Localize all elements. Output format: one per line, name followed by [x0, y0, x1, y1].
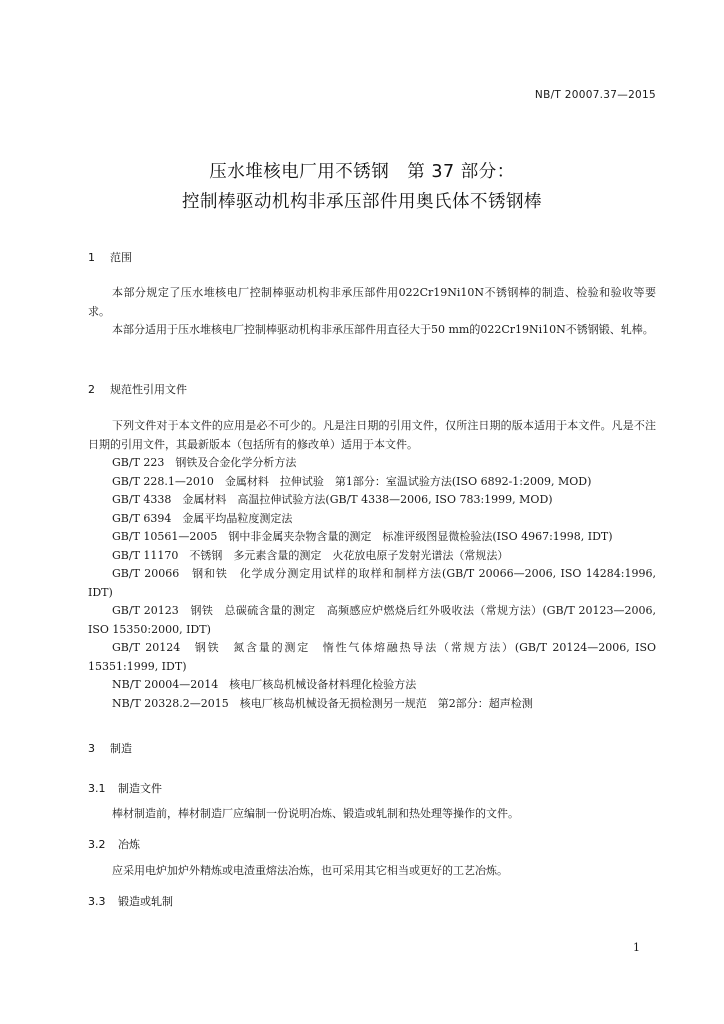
section-number: 1 — [88, 251, 95, 264]
reference-item: GB/T 20123 钢铁 总碳硫含量的测定 高频感应炉燃烧后红外吸收法（常规方法）(GB/T 20123—2006, ISO 15350:2000, IDT) — [88, 604, 656, 636]
section-1-heading — [88, 249, 132, 265]
subsection-3-3-heading — [88, 893, 173, 909]
subsection-3-1-text: 棒材制造前，棒材制造厂应编制一份说明冶炼、锻造或轧制和热处理等操作的文件。 — [112, 807, 519, 820]
section-number: 3 — [88, 742, 95, 755]
subsection-3-1-heading — [88, 780, 162, 796]
section-1-paragraph-1: 本部分规定了压水堆核电厂控制棒驱动机构非承压部件用022Cr19Ni10N不锈钢棒的制造、检验和验收等要求。 — [88, 286, 656, 318]
section-title: 范围 — [110, 251, 132, 264]
section-2-heading — [88, 381, 187, 397]
reference-item: GB/T 11170 不锈钢 多元素含量的测定 火花放电原子发射光谱法（常规法） — [112, 548, 509, 562]
reference-item: GB/T 223 钢铁及合金化学分析方法 — [112, 456, 297, 469]
section-1-paragraph-2: 本部分适用于压水堆核电厂控制棒驱动机构非承压部件用直径大于50 mm的022Cr19Ni10N不锈钢锻、轧棒。 — [112, 323, 654, 336]
reference-item: NB/T 20328.2—2015 核电厂核岛机械设备无损检测另一规范 第2部分：超声检测 — [112, 696, 533, 710]
reference-item: GB/T 20066 钢和铁 化学成分测定用试样的取样和制样方法(GB/T 20066—2006, ISO 14284:1996, IDT) — [88, 567, 656, 599]
section-2-intro: 下列文件对于本文件的应用是必不可少的。凡是注日期的引用文件，仅所注日期的版本适用于本文件。凡是不注日期的引用文件，其最新版本（包括所有的修改单）适用于本文件。 — [88, 419, 656, 451]
subsection-number: 3.2 — [88, 838, 106, 851]
section-title: 规范性引用文件 — [110, 383, 187, 396]
doc-title-line2: 控制棒驱动机构非承压部件用奥氏体不锈钢棒 — [182, 192, 542, 212]
reference-item: GB/T 228.1—2010 金属材料 拉伸试验 第1部分：室温试验方法(ISO 6892-1:2009, MOD) — [112, 474, 592, 488]
doc-title-line1: 压水堆核电厂用不锈钢 第 37 部分： — [209, 162, 515, 182]
reference-list — [88, 454, 656, 713]
subsection-title: 冶炼 — [118, 838, 140, 851]
subsection-3-2-text: 应采用电炉加炉外精炼或电渣重熔法冶炼，也可采用其它相当或更好的工艺冶炼。 — [112, 864, 508, 877]
subsection-3-2-heading — [88, 836, 140, 852]
page-number: 1 — [633, 941, 640, 954]
reference-item: GB/T 6394 金属平均晶粒度测定法 — [112, 511, 293, 525]
subsection-title: 锻造或轧制 — [118, 895, 173, 908]
section-number: 2 — [88, 383, 95, 396]
reference-item: GB/T 4338 金属材料 高温拉伸试验方法(GB/T 4338—2006, ISO 783:1999, MOD) — [112, 493, 553, 506]
subsection-number: 3.1 — [88, 782, 106, 795]
reference-item: NB/T 20004—2014 核电厂核岛机械设备材料理化检验方法 — [112, 678, 417, 691]
section-title: 制造 — [110, 742, 132, 755]
reference-item: GB/T 20124 钢铁 氮含量的测定 惰性气体熔融热导法（常规方法）(GB/T 20124—2006, ISO 15351:1999, IDT) — [88, 641, 656, 673]
standard-number: NB/T 20007.37—2015 — [534, 89, 656, 101]
section-3-heading — [88, 740, 132, 756]
subsection-number: 3.3 — [88, 895, 106, 908]
subsection-title: 制造文件 — [118, 782, 162, 795]
reference-item: GB/T 10561—2005 钢中非金属夹杂物含量的测定 标准评级图显微检验法(ISO 4967:1998, IDT) — [112, 530, 613, 543]
